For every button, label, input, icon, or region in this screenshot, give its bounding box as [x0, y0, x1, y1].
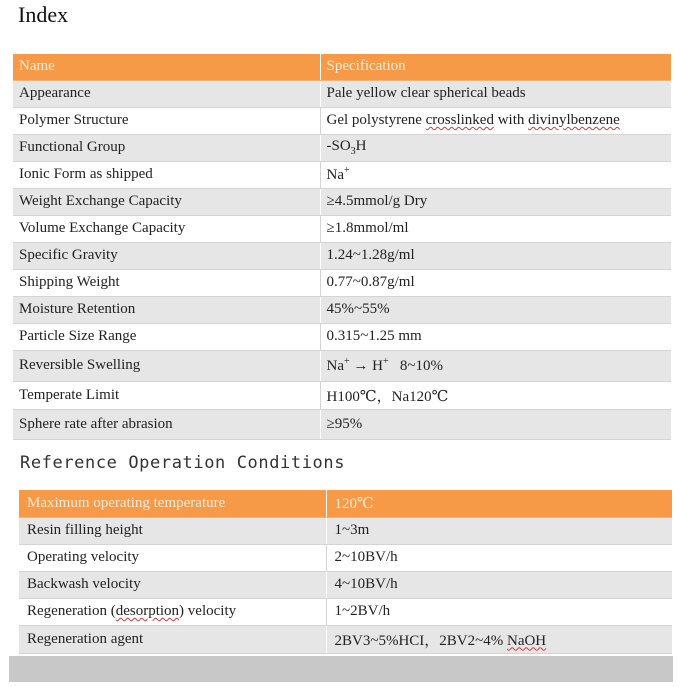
row-name: Shipping Weight — [13, 269, 320, 296]
header-name: Name — [13, 54, 320, 80]
table-row — [13, 80, 671, 107]
table-row — [19, 544, 672, 571]
row-spec: Pale yellow clear spherical beads — [320, 80, 671, 107]
row-name: Polymer Structure — [13, 107, 320, 134]
row-spec: H100℃，Na120℃ — [320, 381, 671, 409]
table-row — [19, 625, 672, 653]
page-title: Index — [18, 2, 69, 27]
table-row — [13, 409, 671, 439]
table-row — [13, 381, 671, 409]
row-spec: 4~10BV/h — [326, 571, 672, 598]
table-header-row — [13, 54, 671, 80]
row-name: Operating velocity — [19, 544, 326, 571]
table-row — [19, 517, 672, 544]
table-row — [13, 296, 671, 323]
row-spec: 0.77~0.87g/ml — [320, 269, 671, 296]
row-spec: ≥1.8mmol/ml — [320, 215, 671, 242]
row-name: Reversible Swelling — [13, 350, 320, 381]
row-spec: 1.24~1.28g/ml — [320, 242, 671, 269]
row-name: Appearance — [13, 80, 320, 107]
header-specification: Specification — [320, 54, 671, 80]
table-row — [13, 323, 671, 350]
specification-table — [13, 54, 671, 440]
row-name: Functional Group — [13, 134, 320, 161]
row-spec: 2BV3~5%HCI，2BV2~4% NaOH — [326, 625, 672, 653]
row-name: Volume Exchange Capacity — [13, 215, 320, 242]
row-name: Maximum operating temperature — [19, 490, 326, 517]
row-name: Regeneration (desorption) velocity — [19, 598, 326, 625]
row-name: Temperate Limit — [13, 381, 320, 409]
section-title: Reference Operation Conditions — [20, 453, 346, 473]
row-name: Ionic Form as shipped — [13, 161, 320, 188]
table-row — [19, 598, 672, 625]
row-name: Specific Gravity — [13, 242, 320, 269]
row-name: Resin filling height — [19, 517, 326, 544]
row-spec: Na+ → H+ 8~10% — [320, 350, 671, 381]
table-row — [13, 215, 671, 242]
row-name: Particle Size Range — [13, 323, 320, 350]
row-name: Weight Exchange Capacity — [13, 188, 320, 215]
table-row — [13, 134, 671, 161]
table-row — [13, 161, 671, 188]
operation-conditions-table — [19, 490, 672, 654]
row-spec: ≥95% — [320, 409, 671, 439]
table-row — [13, 350, 671, 381]
row-spec: ≥4.5mmol/g Dry — [320, 188, 671, 215]
table-row — [19, 571, 672, 598]
row-name: Moisture Retention — [13, 296, 320, 323]
row-spec: 120℃ — [326, 490, 672, 517]
table-row — [13, 242, 671, 269]
row-spec: 1~3m — [326, 517, 672, 544]
bottom-gray-bar — [9, 656, 673, 682]
table-row — [13, 269, 671, 296]
table-row — [13, 107, 671, 134]
row-spec: 0.315~1.25 mm — [320, 323, 671, 350]
table-row — [13, 188, 671, 215]
row-spec: 1~2BV/h — [326, 598, 672, 625]
row-spec: 45%~55% — [320, 296, 671, 323]
table-header-row — [19, 490, 672, 517]
row-spec: Gel polystyrene crosslinked with divinylbenzene — [320, 107, 671, 134]
row-name: Backwash velocity — [19, 571, 326, 598]
row-spec: $-SO_3H$ — [320, 134, 671, 161]
row-name: Sphere rate after abrasion — [13, 409, 320, 439]
row-spec: 2~10BV/h — [326, 544, 672, 571]
row-spec: Na+ — [320, 161, 671, 188]
row-name: Regeneration agent — [19, 625, 326, 653]
